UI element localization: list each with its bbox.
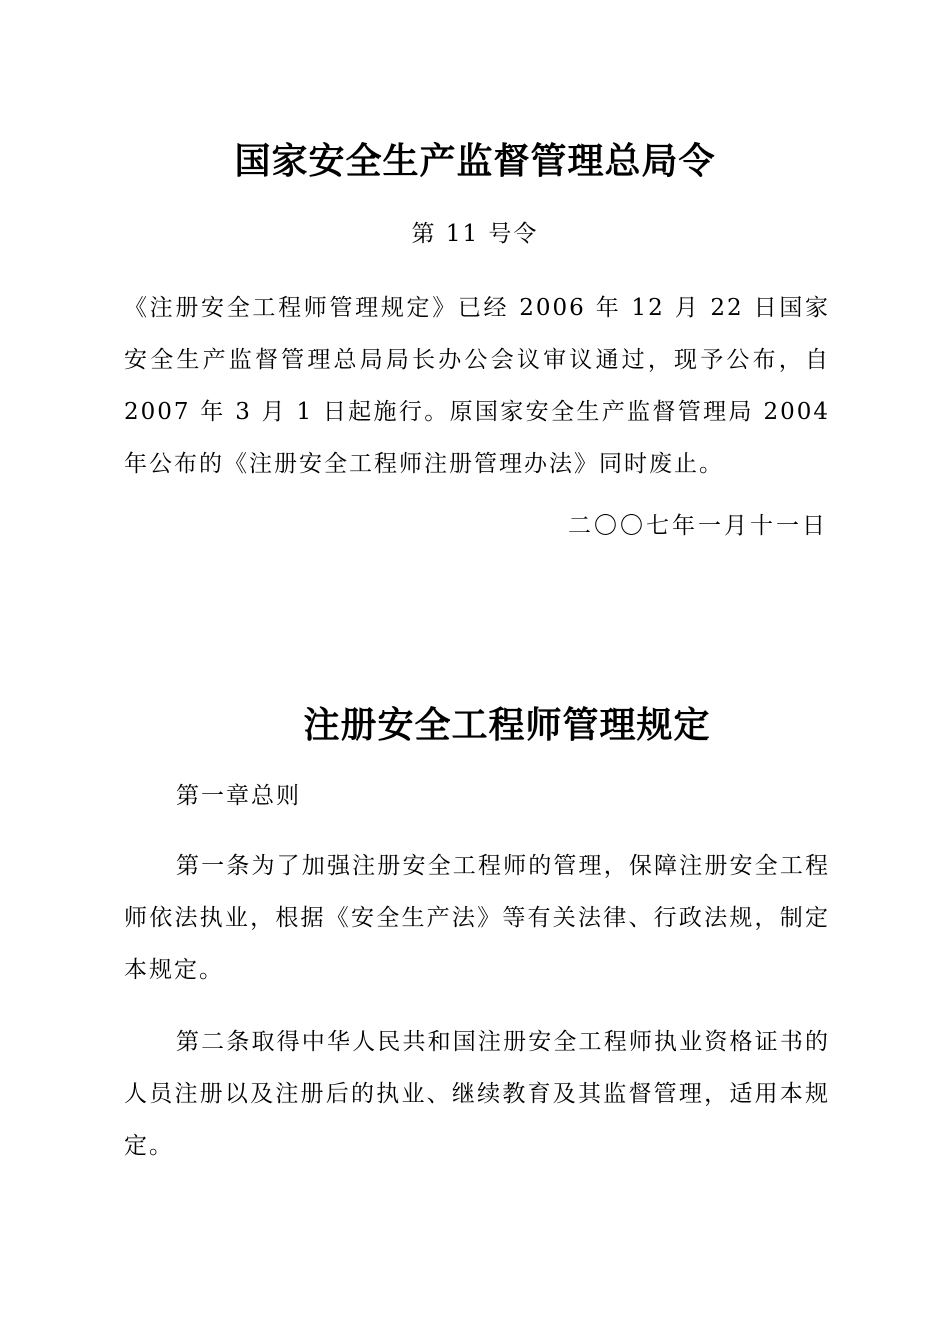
decree-paragraph: 《注册安全工程师管理规定》已经 2006 年 12 月 22 日国家安全生产监督管理总局局长办公会议审议通过，现予公布，自 2007 年 3 月 1 日起施行。原国家安全生产监督管理局 2004 年公布的《注册安全工程师注册管理办法》同时废止。 (124, 295, 830, 477)
regulation-title: 注册安全工程师管理规定 (303, 704, 711, 746)
article-1: 第一条为了加强注册安全工程师的管理，保障注册安全工程师依法执业，根据《安全生产法》等有关法律、行政法规，制定本规定。 (124, 853, 830, 983)
decree-number: 第 11 号令 (411, 221, 539, 247)
decree-title: 国家安全生产监督管理总局令 (234, 140, 716, 182)
chapter-heading: 第一章总则 (176, 783, 301, 809)
article-2: 第二条取得中华人民共和国注册安全工程师执业资格证书的人员注册以及注册后的执业、继续教育及其监督管理，适用本规定。 (124, 1029, 830, 1159)
decree-date: 二〇〇七年一月十一日 (568, 513, 828, 539)
